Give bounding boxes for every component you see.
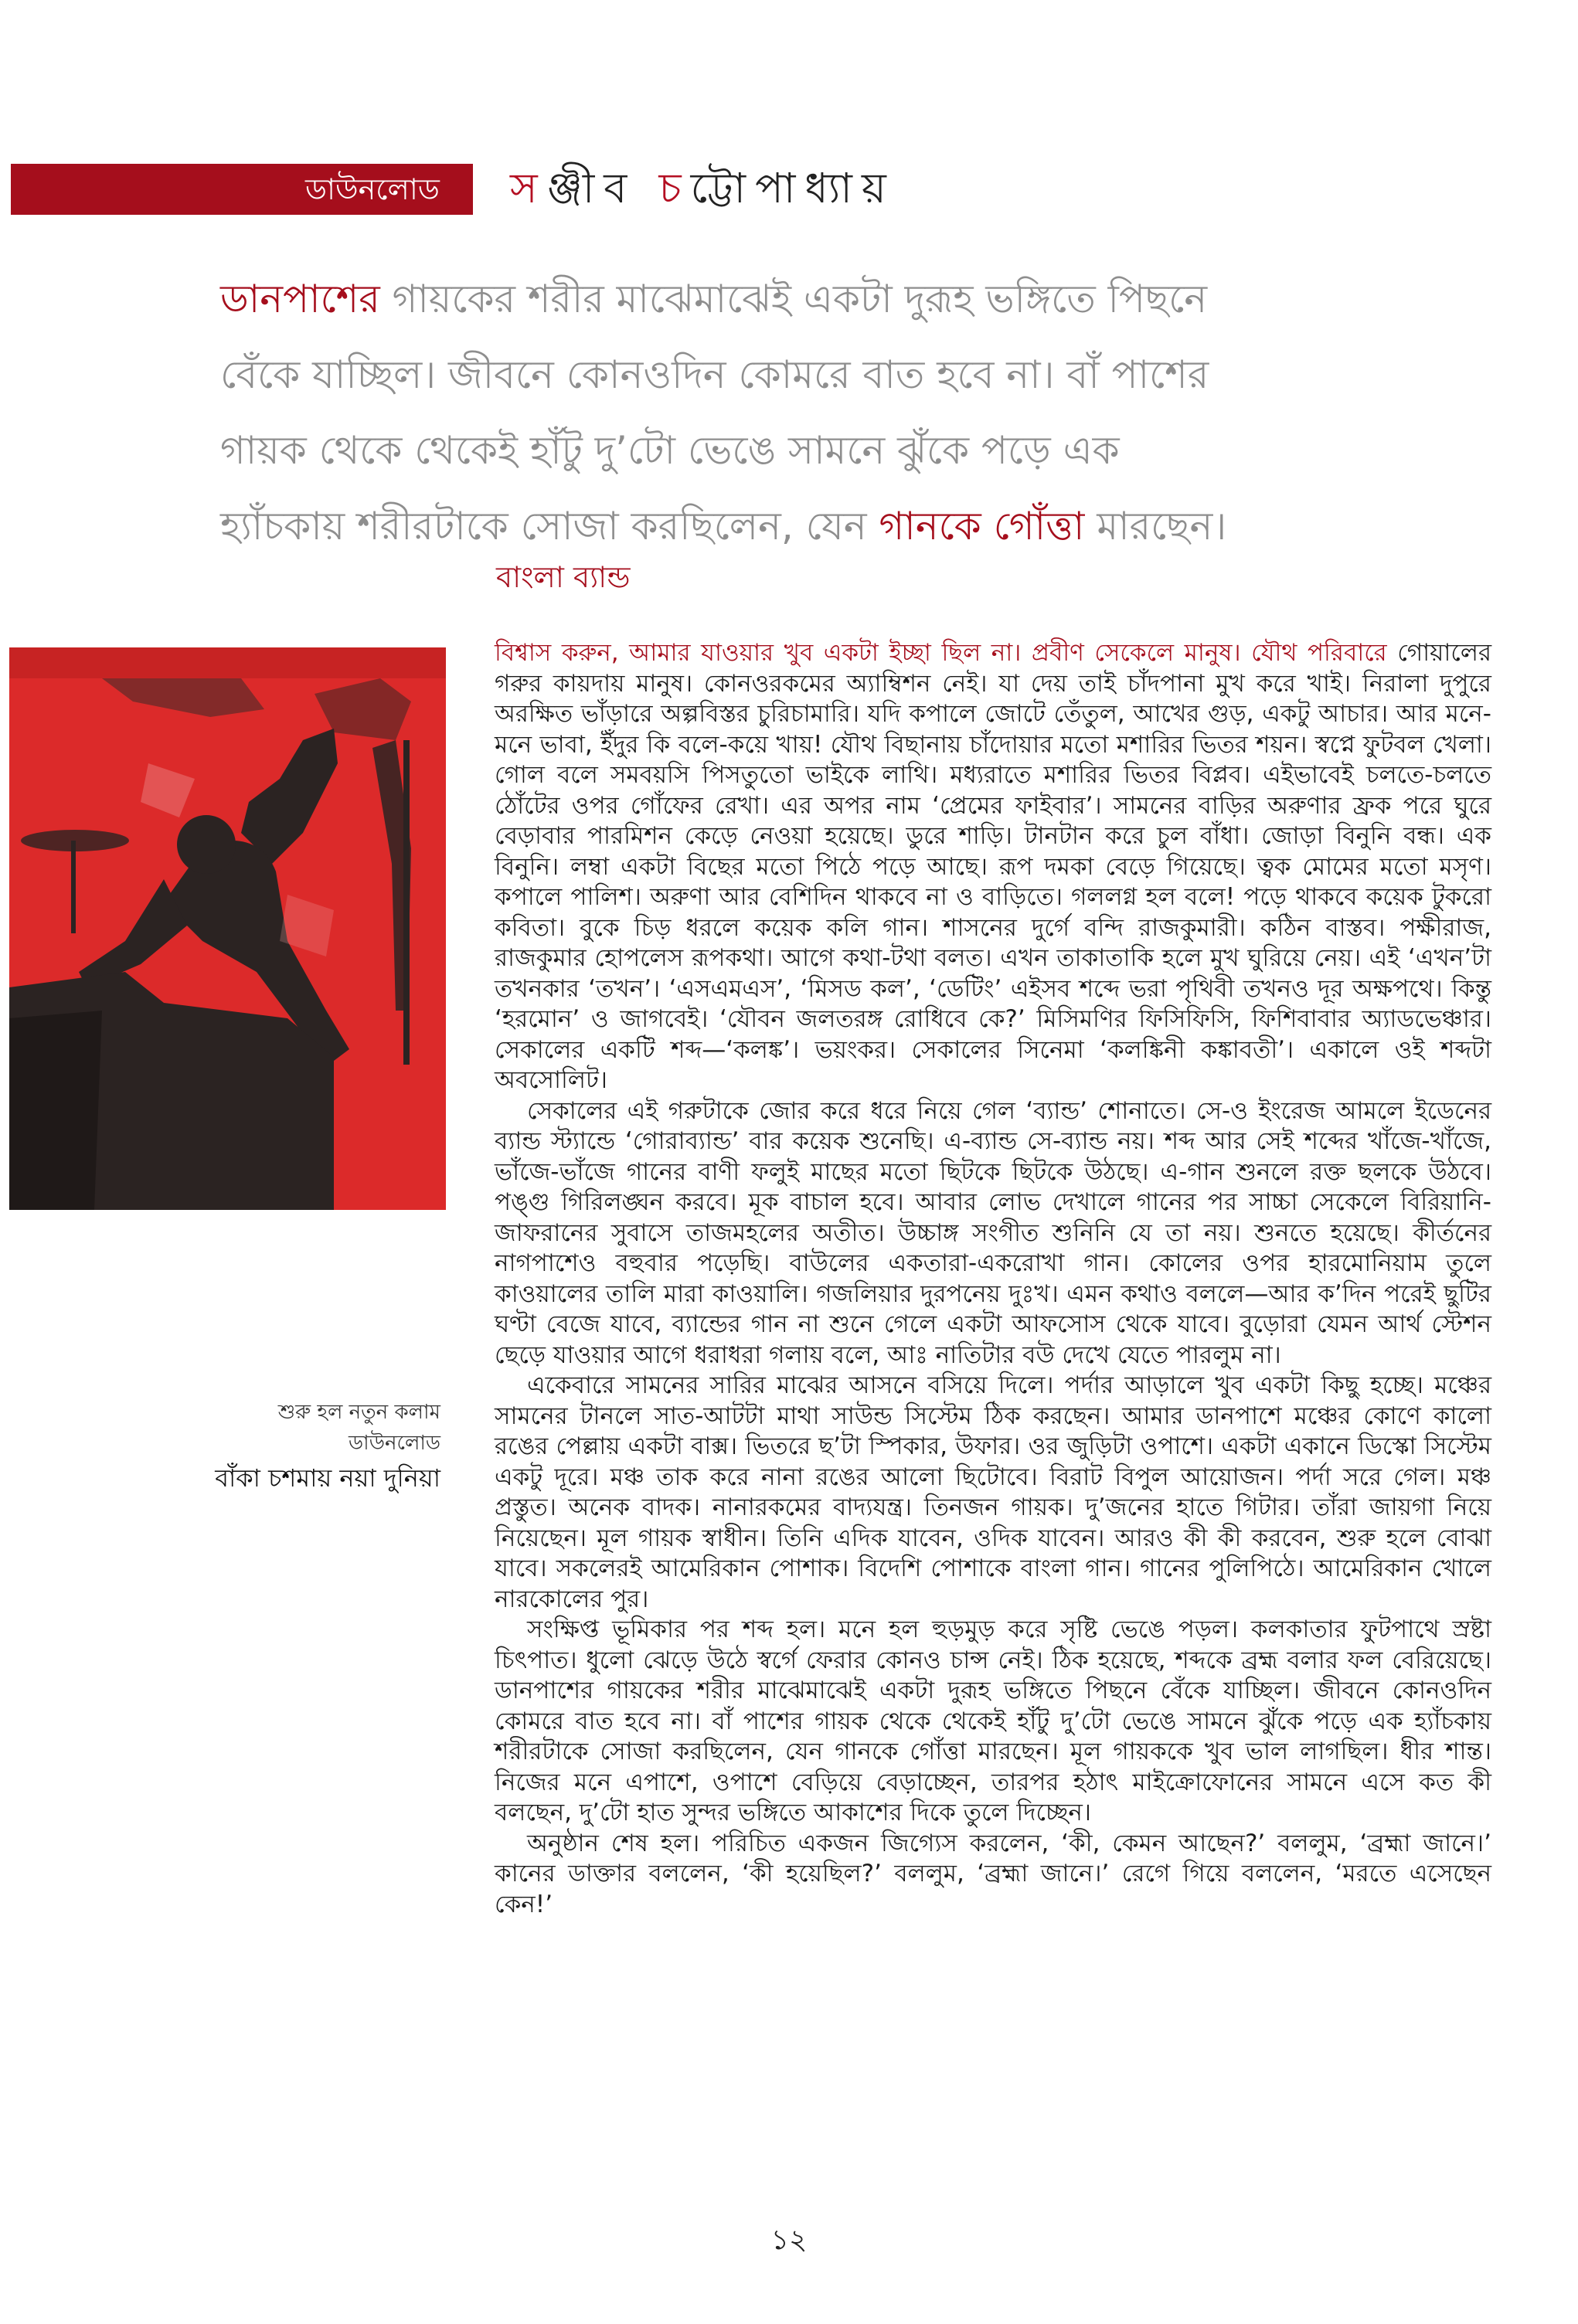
pull-quote-line-1 [220,261,1495,337]
pull-quote-line-4 [220,488,1495,564]
author-last-rest: ট্টোপাধ্যায় [690,164,896,212]
article-body [495,638,1491,1920]
sidebar-line-1: শুরু হল নতুন কলাম [277,1401,440,1424]
paragraph-1 [495,638,1491,1096]
lead-text: বিশ্বাস করুন, আমার যাওয়ার খুব একটা ইচ্ছা ছিল না। প্রবীণ সেকেলে মানুষ। যৌথ পরিবারে [495,639,1387,667]
paragraph-5: অনুষ্ঠান শেষ হল। পরিচিত একজন জিগ্যেস করলেন, ‘কী, কেমন আছেন?’ বললুম, ‘ব্রহ্মা জানে।’ কানের ডাক্তার বললেন, ‘কী হয়েছিল?’ বললুম, ‘ব্রহ্মা জানে।’ রেগে গিয়ে বললেন, ‘মরতে এসেছেন কেন!’ [495,1829,1491,1918]
sidebar-line-2: ডাউনলোড [349,1432,440,1455]
paragraph-3: একেবারে সামনের সারির মাঝের আসনে বসিয়ে দিলে। পর্দার আড়ালে খুব একটা কিছু হচ্ছে। মঞ্চের সামনের টানলে সাত-আটটা মাথা সাউন্ড সিস্টেম ঠিক করছেন। আমার ডানপাশে মঞ্চের কোণে কালো রঙের পেল্লায় একটা বাক্স। ভিতরে ছ’টা স্পিকার, উফার। ওর জুড়িটা ওপাশে। একটা একানে ডিস্কো সিস্টেম একটু দূরে। মঞ্চ তাক করে নানা রঙের আলো ছিটোবে। বিরাট বিপুল আয়োজন। পর্দা সরে গেল। মঞ্চ প্রস্তুত। অনেক বাদক। নানারকমের বাদ্যযন্ত্র। তিনজন গায়ক। দু’জনের হাতে গিটার। তাঁরা জায়গা নিয়ে নিয়েছেন। মূল গায়ক স্বাধীন। তিনি এদিক যাবেন, ওদিক যাবেন। আরও কী কী করবেন, শুরু হলে বোঝা যাবে। সকলেরই আমেরিকান পোশাক। বিদেশি পোশাকে বাংলা গান। গানের পুলিপিঠে। আমেরিকান খোলে নারকোলের পুর। [495,1371,1491,1613]
pull-quote-line-3: গায়ক থেকে থেকেই হাঁটু দু’টো ভেঙে সামনে ঝুঁকে পড়ে এক [220,428,1120,473]
author-last-initial: চ [658,164,691,212]
section-title: বাংলা ব্যান্ড [496,560,631,594]
paragraph-1-rest: গোয়ালের গরুর কায়দায় মানুষ। কোনওরকমের অ্যাম্বিশন নেই। যা দেয় তাই চাঁদপানা মুখ করে খাই। নিরালা দুপুরে অরক্ষিত ভাঁড়ারে অল্পবিস্তর চুরিচামারি। যদি কপালে জোটে তেঁতুল, আখের গুড়, একটু আচার। আর মনে-মনে ভাবা, ইঁদুর কি বলে-কয়ে খায়! যৌথ বিছানায় চাঁদোয়ার মতো মশারির ভিতর শয়ন। স্বপ্নে ফুটবল খেলা। গোল বলে সমবয়সি পিসতুতো ভাইকে লাথি। মধ্যরাতে মশারির ভিতর বিপ্লব। এইভাবেই চলতে-চলতে ঠোঁটের ওপর গোঁফের রেখা। এর অপর নাম ‘প্রেমের ফাইবার’। সামনের বাড়ির অরুণার ফ্রক পরে ঘুরে বেড়াবার পারমিশন কেড়ে নেওয়া হয়েছে। ডুরে শাড়ি। টানটান করে চুল বাঁধা। জোড়া বিনুনি বন্ধ। এক বিনুনি। লম্বা একটা বিছের মতো পিঠে পড়ে আছে। রূপ দমকা বেড়ে গিয়েছে। ত্বক মোমের মতো মসৃণ। কপালে পালিশ। অরুণা আর বেশিদিন থাকবে না ও বাড়িতে। গললগ্ন হল বলে! পড়ে থাকবে কয়েক টুকরো কবিতা। বুকে চিড় ধরলে কয়েক কলি গান। শাসনের দুর্গে বন্দি রাজকুমারী। কঠিন বাস্তব। পক্ষীরাজ, রাজকুমার হোপলেস রূপকথা। আগে কথা-টথা বলত। এখন তাকাতাকি হলে মুখ ঘুরিয়ে নেয়। এই ‘এখন’টা তখনকার ‘তখন’। ‘এসএমএস’, ‘মিসড কল’, ‘ডেটিং’ এইসব শব্দে ভরা পৃথিবী তখনও দূর অক্ষপথে। কিন্তু ‘হরমোন’ ও জাগবেই। ‘যৌবন জলতরঙ্গ রোধিবে কে?’ মিসিমণির ফিসিফিসি, ফিশিবাবার অ্যাডভেঞ্চার। সেকালের একটি শব্দ—‘কলঙ্ক’। ভয়ংকর। সেকালের সিনেমা ‘কলঙ্কিনী কঙ্কাবতী’। একালে ওই শব্দটা অবসোলিট। [495,639,1492,1094]
author-first-initial: স [510,164,547,212]
pull-quote-highlight: গানকে গোঁত্তা [879,504,1085,549]
band-photo [9,647,446,1210]
paragraph-2: সেকালের এই গরুটাকে জোর করে ধরে নিয়ে গেল ‘ব্যান্ড’ শোনাতে। সে-ও ইংরেজ আমলে ইডেনের ব্যান্ড স্ট্যান্ডে ‘গোরাব্যান্ড’ বার কয়েক শুনেছি। এ-ব্যান্ড সে-ব্যান্ড নয়। শব্দ আর সেই শব্দের খাঁজে-খাঁজে, ভাঁজে-ভাঁজে গানের বাণী ফলুই মাছের মতো ছিটকে ছিটকে উঠছে। এ-গান শুনলে রক্ত ছলকে উঠবে। পঙ্গু গিরিলঙ্ঘন করবে। মূক বাচাল হবে। আবার লোভ দেখালে গানের পর সাচ্চা সেকেলে বিরিয়ানি-জাফরানের সুবাসে তাজমহলের অতীত। উচ্চাঙ্গ সংগীত শুনিনি যে তা নয়। শুনতে হয়েছে। কীর্তনের নাগপাশেও বহুবার পড়েছি। বাউলের একতারা-একরোখা গান। কোলের ওপর হারমোনিয়াম তুলে কাওয়ালের তালি মারা কাওয়ালি। গজলিয়ার দুরপনেয় দুঃখ। এমন কথাও বললে—আর ক’দিন পরেই ছুটির ঘণ্টা বেজে যাবে, ব্যান্ডের গান না শুনে গেলে একটা আফসোস থেকে যাবে। বুড়োরা যেমন আর্থ স্টেশন ছেড়ে যাওয়ার আগে ধরাধরা গলায় বলে, আঃ নাতিটার বউ দেখে যেতে পারলুম না। [495,1096,1491,1369]
pull-quote-line-4a: হ্যাঁচকায় শরীরটাকে সোজা করছিলেন, যেন [220,504,879,549]
sidebar-line-3: বাঁকা চশমায় নয়া দুনিয়া [215,1463,440,1493]
pull-quote-lead: ডানপাশের [220,277,380,321]
pull-quote-line-4b: মারছেন। [1084,504,1227,549]
paragraph-4: সংক্ষিপ্ত ভূমিকার পর শব্দ হল। মনে হল হুড়মুড় করে সৃষ্টি ভেঙে পড়ল। কলকাতার ফুটপাথে স্রষ্টা চিৎপাত। ধুলো ঝেড়ে উঠে স্বর্গে ফেরার কোনও চান্স নেই। ঠিক হয়েছে, শব্দকে ব্রহ্ম বলার ফল বেরিয়েছে। ডানপাশের গায়কের শরীর মাঝেমাঝেই একটা দুরূহ ভঙ্গিতে পিছনে বেঁকে যাচ্ছিল। জীবনে কোনওদিন কোমরে বাত হবে না। বাঁ পাশের গায়ক থেকে থেকেই হাঁটু দু’টো ভেঙে সামনে ঝুঁকে পড়ে এক হ্যাঁচকায় শরীরটাকে সোজা করছিলেন, যেন গানকে গোঁত্তা মারছেন। মূল গায়ককে খুব ভাল লাগছিল। ধীর শান্ত। নিজের মনে এপাশে, ওপাশে বেড়িয়ে বেড়াচ্ছেন, তারপর হঠাৎ মাইক্রোফোনের সামনে এসে কত কী বলছেন, দু’টো হাত সুন্দর ভঙ্গিতে আকাশের দিকে তুলে দিচ্ছেন। [495,1616,1491,1826]
column-tag: ডাউনলোড [305,172,440,206]
author-name [510,158,896,219]
page-number: ১২ [770,2224,808,2256]
pull-quote-part-1: গায়কের শরীর মাঝেমাঝেই একটা দুরূহ ভঙ্গিতে পিছনে [379,277,1208,321]
pull-quote-line-2: বেঁকে যাচ্ছিল। জীবনে কোনওদিন কোমরে বাত হবে না। বাঁ পাশের [220,352,1209,397]
pull-quote [220,261,1495,564]
sidebar-caption [193,1397,440,1497]
band-photo-graphic [9,647,446,1210]
author-first-rest: ঞ্জীব [546,164,637,212]
